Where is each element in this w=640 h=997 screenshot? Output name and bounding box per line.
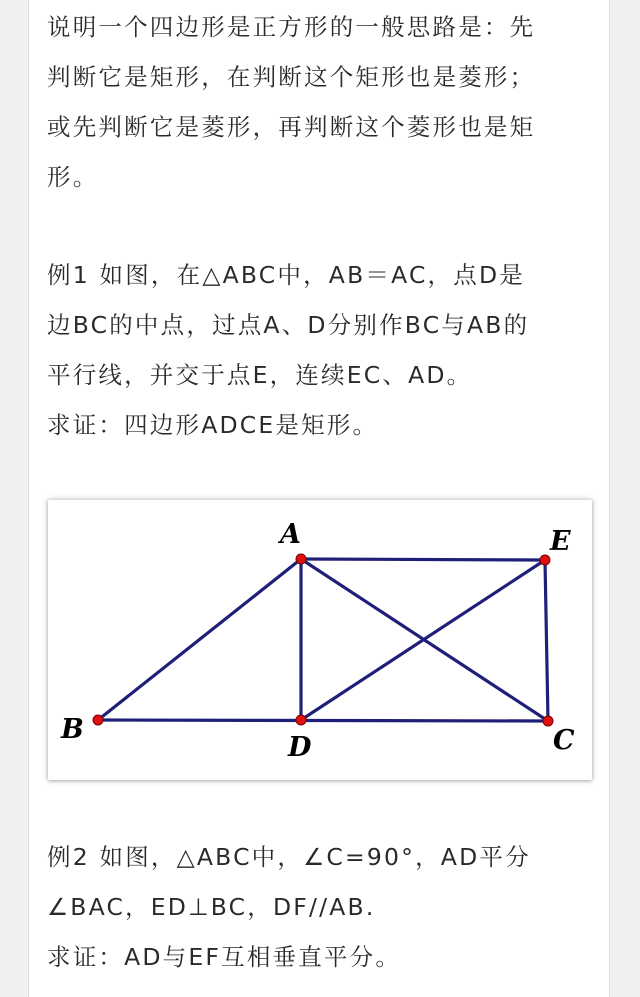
label-e: E [550, 526, 571, 557]
label-a: A [280, 519, 301, 550]
text-line: 例2 如图，△ABC中，∠C=90°，AD平分 [47, 843, 531, 871]
example2-paragraph [47, 832, 599, 982]
intro-paragraph [47, 2, 599, 202]
figure-points [93, 554, 553, 726]
text-line: 或先判断它是菱形，再判断这个菱形也是矩 [47, 113, 536, 141]
text-line: 说明一个四边形是正方形的一般思路是：先 [47, 13, 536, 41]
text-line: 例1 如图，在△ABC中，AB＝AC，点D是 [47, 261, 525, 289]
segment-ab [98, 559, 301, 720]
segment-ae [301, 559, 545, 560]
example1-paragraph [47, 250, 599, 450]
point-c [543, 716, 553, 726]
text-line: 求证：AD与EF互相垂直平分。 [47, 943, 402, 971]
figure-lines [98, 559, 548, 721]
label-d: D [288, 732, 312, 763]
article-page [28, 0, 610, 997]
point-e [540, 555, 550, 565]
text-line: 判断它是矩形，在判断这个矩形也是菱形； [47, 63, 536, 91]
text-line: 求证：四边形ADCE是矩形。 [47, 411, 379, 439]
geometry-diagram [48, 500, 592, 780]
point-a [296, 554, 306, 564]
point-b [93, 715, 103, 725]
text-line: ∠BAC，ED⊥BC，DF//AB. [47, 893, 376, 921]
text-line: 形。 [47, 163, 99, 191]
text-line: 平行线，并交于点E，连续EC、AD。 [47, 361, 473, 389]
label-c: C [553, 725, 575, 756]
segment-bc [98, 720, 548, 721]
point-d [296, 715, 306, 725]
segment-ec [545, 560, 548, 721]
geometry-figure [48, 500, 592, 780]
text-line: 边BC的中点，过点A、D分别作BC与AB的 [47, 311, 530, 339]
label-b: B [61, 714, 84, 745]
